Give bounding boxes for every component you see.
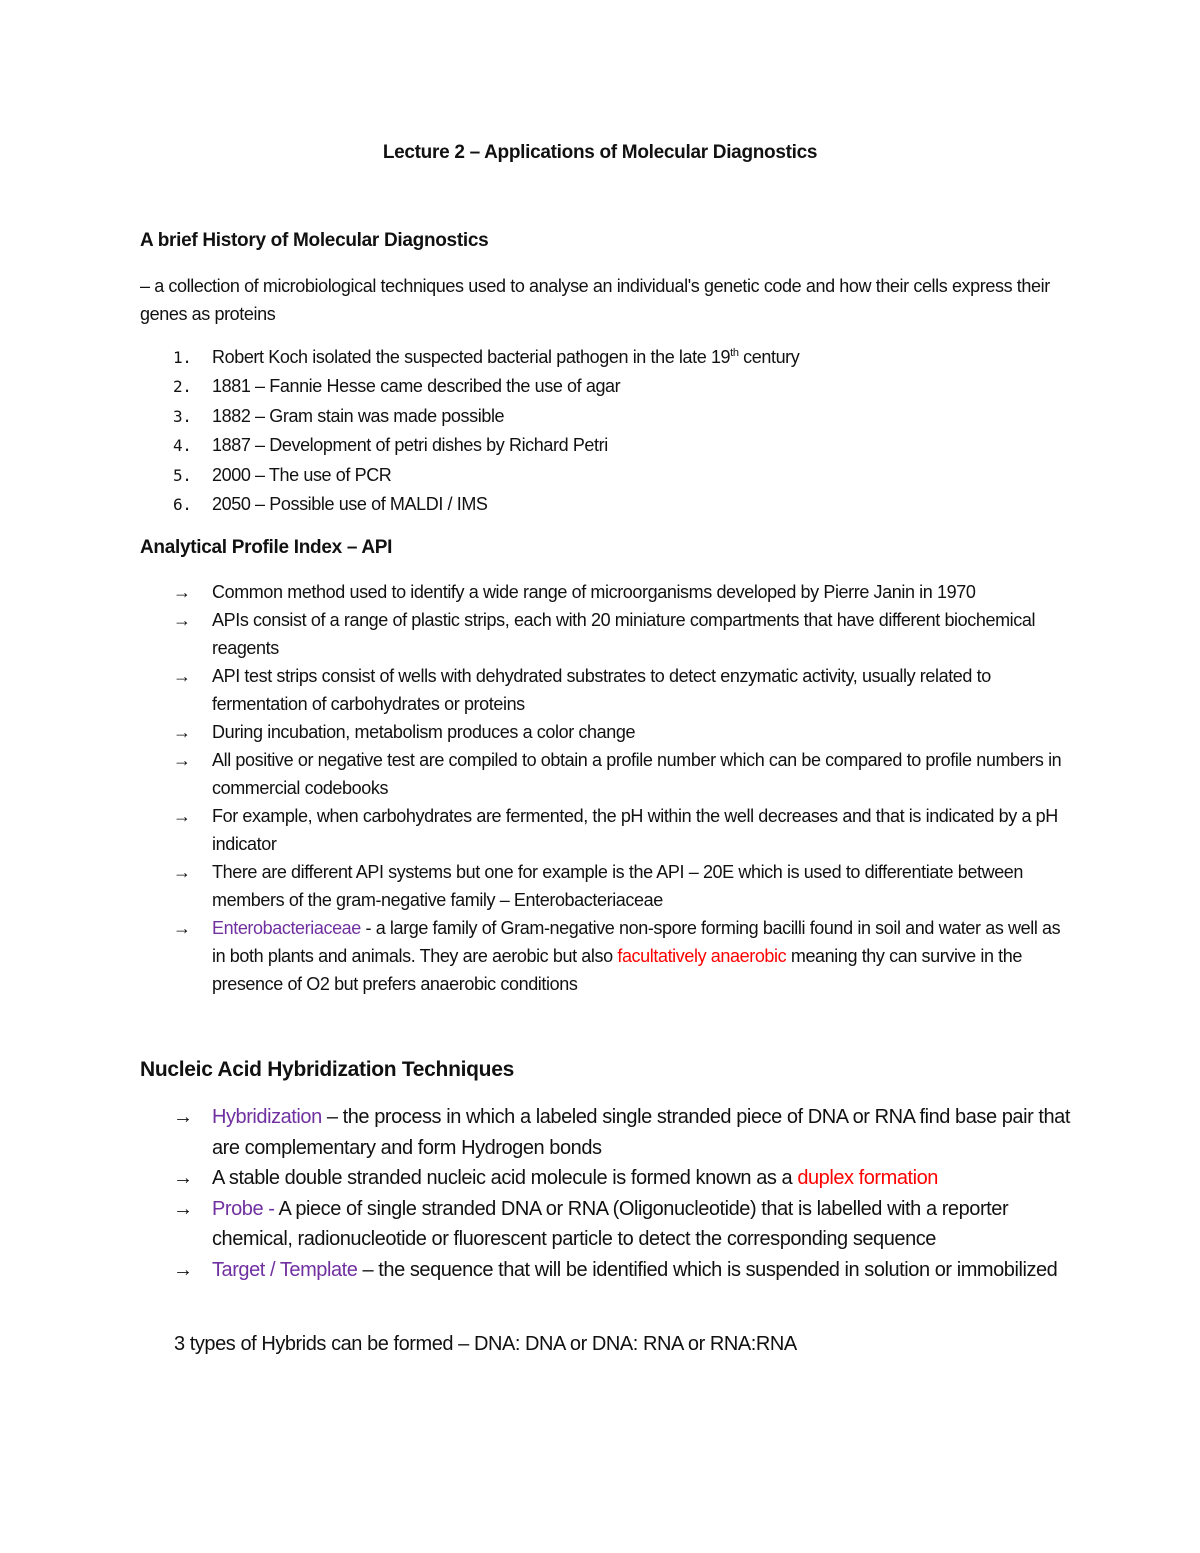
list-item xyxy=(140,802,1070,858)
list-item xyxy=(140,1255,1070,1286)
list-number: 2. xyxy=(173,377,192,397)
list-text: 1881 – Fannie Hesse came described the use of agar xyxy=(212,376,621,397)
list-item xyxy=(140,606,1070,662)
list-text: For example, when carbohydrates are fermented, the pH within the well decreases and that is indicated by a pH indicator xyxy=(212,806,1058,854)
list-text: A piece of single stranded DNA or RNA (Oligonucleotide) that is labelled with a reporter chemical, radionucleotide or fluorescent particle to detect the corresponding sequence xyxy=(212,1197,1009,1251)
list-number: 1. xyxy=(173,348,192,367)
list-item xyxy=(140,746,1070,802)
api-list xyxy=(140,578,1070,998)
term-enterobacteriaceae: Enterobacteriaceae xyxy=(212,918,361,938)
arrow-icon: → xyxy=(173,1258,193,1281)
list-text: century xyxy=(738,347,800,367)
list-item xyxy=(140,490,1070,519)
list-item xyxy=(140,662,1070,718)
superscript: th xyxy=(730,347,739,359)
list-item xyxy=(140,578,1070,606)
list-text: All positive or negative test are compiled to obtain a profile number which can be compared to profile numbers in commercial codebooks xyxy=(212,750,1062,798)
list-item xyxy=(140,718,1070,746)
arrow-icon: → xyxy=(173,610,191,630)
list-text: 1882 – Gram stain was made possible xyxy=(212,405,505,426)
list-text: - a large family of Gram-negative non-spore forming bacilli found in soil and water as well as in both plants and animals. They are aerobic but also xyxy=(212,918,1061,966)
api-heading: Analytical Profile Index – API xyxy=(140,537,393,558)
list-number: 4. xyxy=(173,436,192,456)
list-text: API test strips consist of wells with dehydrated substrates to detect enzymatic activity, usually related to fermentation of carbohydrates or proteins xyxy=(212,666,991,714)
hybrid-list xyxy=(140,1102,1070,1286)
list-item xyxy=(140,914,1070,998)
list-item xyxy=(140,1102,1070,1163)
highlight-duplex-formation: duplex formation xyxy=(797,1167,938,1190)
term-hybridization: Hybridization xyxy=(212,1106,322,1128)
list-text: 2050 – Possible use of MALDI / IMS xyxy=(212,494,488,515)
list-text: meaning thy can survive in the presence of O2 but prefers anaerobic conditions xyxy=(212,946,1022,994)
list-text: A stable double stranded nucleic acid molecule is formed known as a xyxy=(212,1167,798,1190)
arrow-icon: → xyxy=(173,806,191,826)
highlight-facultatively-anaerobic: facultatively anaerobic xyxy=(617,946,787,966)
list-text: During incubation, metabolism produces a color change xyxy=(212,722,636,742)
list-item xyxy=(140,1163,1070,1194)
history-heading: A brief History of Molecular Diagnostics xyxy=(140,230,489,251)
arrow-icon: → xyxy=(173,666,191,686)
list-item xyxy=(140,372,1070,401)
page-title: Lecture 2 – Applications of Molecular Diagnostics xyxy=(382,142,818,163)
list-text: 2000 – The use of PCR xyxy=(212,464,392,485)
list-text: There are different API systems but one for example is the API – 20E which is used to differentiate between members of the gram-negative family – Enterobacteriaceae xyxy=(212,862,1024,910)
list-item xyxy=(140,343,1070,372)
list-item xyxy=(140,858,1070,914)
hybrid-heading: Nucleic Acid Hybridization Techniques xyxy=(140,1058,514,1081)
arrow-icon: → xyxy=(173,1106,193,1128)
history-intro: – a collection of microbiological techniques used to analyse an individual's genetic code and how their cells express their genes as proteins xyxy=(140,276,1050,324)
list-text: 1887 – Development of petri dishes by Richard Petri xyxy=(212,435,608,456)
list-text: Robert Koch isolated the suspected bacterial pathogen in the late 19 xyxy=(212,347,731,367)
history-list xyxy=(140,343,1070,519)
list-number: 3. xyxy=(173,406,192,426)
list-text: APIs consist of a range of plastic strips, each with 20 miniature compartments that have different biochemical reagents xyxy=(212,610,1036,658)
term-target-template: Target / Template xyxy=(212,1258,358,1281)
list-item xyxy=(140,1194,1070,1255)
arrow-icon: → xyxy=(173,862,191,882)
list-item xyxy=(140,461,1070,490)
arrow-icon: → xyxy=(173,582,191,602)
arrow-icon: → xyxy=(173,750,191,770)
list-item xyxy=(140,431,1070,460)
list-number: 5. xyxy=(173,465,192,485)
arrow-icon: → xyxy=(173,1197,193,1220)
arrow-icon: → xyxy=(173,1167,193,1190)
arrow-icon: → xyxy=(173,918,191,938)
list-text: – the process in which a labeled single stranded piece of DNA or RNA find base pair that are complementary and form Hydrogen bonds xyxy=(212,1106,1070,1159)
term-probe: Probe - xyxy=(212,1197,279,1220)
list-text: Common method used to identify a wide range of microorganisms developed by Pierre Janin in 1970 xyxy=(212,582,976,602)
hybrid-summary: 3 types of Hybrids can be formed – DNA: DNA or DNA: RNA or RNA:RNA xyxy=(174,1333,797,1355)
arrow-icon: → xyxy=(173,722,191,742)
list-item xyxy=(140,402,1070,431)
list-text: – the sequence that will be identified which is suspended in solution or immobilized xyxy=(357,1258,1058,1281)
list-number: 6. xyxy=(173,495,192,515)
